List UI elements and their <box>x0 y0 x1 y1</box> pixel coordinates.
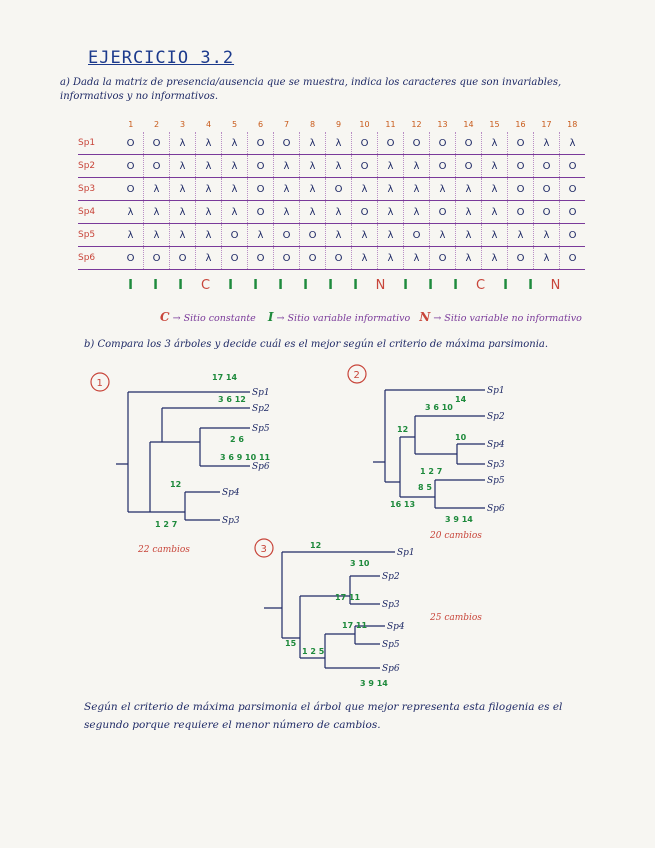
tree-3-changes: 25 cambios <box>430 613 482 623</box>
presence-absence-matrix <box>78 116 585 270</box>
matrix-cell: λ <box>456 224 482 247</box>
matrix-cell: O <box>534 201 560 224</box>
matrix-row <box>78 155 585 178</box>
tree-3-marks: 17 11 <box>335 593 361 602</box>
tree-1-sp5: Sp5 <box>252 424 270 434</box>
matrix-cell: λ <box>300 178 326 201</box>
matrix-cell: λ <box>300 155 326 178</box>
matrix-cell: O <box>222 224 248 247</box>
site-class: I <box>128 278 133 293</box>
column-header: 13 <box>437 119 448 129</box>
matrix-cell: λ <box>300 201 326 224</box>
tree-1-marks: 2 6 <box>230 435 244 444</box>
matrix-cell: O <box>118 247 144 270</box>
column-header: 6 <box>257 119 264 129</box>
matrix-cell: O <box>352 201 378 224</box>
part-a-question: a) Dada la matriz de presencia/ausencia que se muestra, indica los caracteres que son invariables, informativos y no informativos. <box>60 77 562 102</box>
matrix-cell: λ <box>404 201 430 224</box>
legend <box>160 310 582 324</box>
matrix-cell: O <box>300 247 326 270</box>
tree-2-sp3: Sp3 <box>487 460 505 470</box>
matrix-cell: O <box>404 224 430 247</box>
site-class: I <box>453 278 458 293</box>
species-label: Sp6 <box>78 247 118 270</box>
matrix-cell: λ <box>482 201 508 224</box>
matrix-cell: λ <box>196 201 222 224</box>
matrix-cell: O <box>378 132 404 155</box>
tree-1-sp3: Sp3 <box>222 516 240 526</box>
matrix-cell: O <box>352 132 378 155</box>
matrix-cell: O <box>248 201 274 224</box>
matrix-cell: λ <box>482 155 508 178</box>
site-class: I <box>353 278 358 293</box>
site-class: I <box>528 278 533 293</box>
tree-2-sp5: Sp5 <box>487 476 505 486</box>
site-class: I <box>253 278 258 293</box>
matrix-cell: O <box>404 132 430 155</box>
matrix-cell: O <box>248 247 274 270</box>
tree-1-marks: 3 6 12 <box>218 395 246 404</box>
matrix-cell: O <box>508 201 534 224</box>
matrix-cell: O <box>430 201 456 224</box>
tree-3-marks: 17 11 <box>342 621 368 630</box>
matrix-cell: O <box>274 247 300 270</box>
tree-2-sp1: Sp1 <box>487 386 505 396</box>
tree-3-sp5: Sp5 <box>382 640 400 650</box>
tree-1 <box>80 362 300 562</box>
species-label: Sp4 <box>78 201 118 224</box>
matrix-cell: λ <box>144 178 170 201</box>
matrix-cell: λ <box>456 201 482 224</box>
matrix-cell: λ <box>378 178 404 201</box>
matrix-cell: λ <box>456 178 482 201</box>
site-class: I <box>328 278 333 293</box>
matrix-cell: O <box>144 155 170 178</box>
matrix-cell: λ <box>482 224 508 247</box>
tree-1-marks: 1 2 7 <box>155 520 178 529</box>
tree-1-sp1: Sp1 <box>252 388 270 398</box>
tree-1-sp4: Sp4 <box>222 488 240 498</box>
site-classification-row <box>118 278 568 293</box>
legend-i-text: → Sitio variable informativo <box>276 313 411 324</box>
legend-c-text: → Sitio constante <box>172 313 256 324</box>
matrix-cell: λ <box>144 201 170 224</box>
site-class: I <box>403 278 408 293</box>
matrix-row <box>78 201 585 224</box>
matrix-cell: O <box>534 155 560 178</box>
matrix-cell: λ <box>560 132 586 155</box>
tree-1-marks: 12 <box>170 480 182 489</box>
column-header: 3 <box>179 119 186 129</box>
matrix-cell: λ <box>118 201 144 224</box>
matrix-cell: λ <box>482 132 508 155</box>
matrix-cell: λ <box>196 178 222 201</box>
matrix-cell: O <box>248 132 274 155</box>
site-class: I <box>228 278 233 293</box>
tree-2-marks: 16 13 <box>390 500 416 509</box>
matrix-cell: λ <box>534 132 560 155</box>
matrix-cell: O <box>534 178 560 201</box>
matrix-cell: O <box>560 155 586 178</box>
tree-1-sp6: Sp6 <box>252 462 270 472</box>
matrix-cell: O <box>560 224 586 247</box>
matrix-cell: λ <box>378 247 404 270</box>
matrix-cell: λ <box>482 178 508 201</box>
tree-2-sp2: Sp2 <box>487 412 505 422</box>
matrix-cell: O <box>118 155 144 178</box>
matrix-cell: O <box>274 224 300 247</box>
matrix-row <box>78 224 585 247</box>
tree-3-marks: 1 2 5 <box>302 647 325 656</box>
tree-1-sp2: Sp2 <box>252 404 270 414</box>
matrix-corner <box>78 116 118 132</box>
matrix-cell: λ <box>378 201 404 224</box>
matrix-cell: O <box>118 132 144 155</box>
matrix-cell: λ <box>196 132 222 155</box>
matrix-cell: λ <box>118 224 144 247</box>
column-header: 2 <box>153 119 160 129</box>
tree-3-marks: 12 <box>310 541 322 550</box>
matrix-cell: O <box>508 178 534 201</box>
matrix-row <box>78 132 585 155</box>
tree-3-sp1: Sp1 <box>397 548 415 558</box>
matrix-cell: O <box>144 132 170 155</box>
matrix-cell: λ <box>170 132 196 155</box>
column-header: 17 <box>541 119 552 129</box>
species-label: Sp2 <box>78 155 118 178</box>
tree-2-changes: 20 cambios <box>430 531 482 541</box>
column-header: 10 <box>359 119 370 129</box>
legend-c-key: C <box>160 310 170 324</box>
matrix-cell: O <box>326 178 352 201</box>
site-class: N <box>550 278 561 293</box>
tree-2-sp6: Sp6 <box>487 504 505 514</box>
matrix-cell: O <box>300 224 326 247</box>
matrix-cell: λ <box>352 224 378 247</box>
tree-3-sp3: Sp3 <box>382 600 400 610</box>
matrix-cell: λ <box>430 178 456 201</box>
matrix-cell: λ <box>326 155 352 178</box>
tree-3-sp2: Sp2 <box>382 572 400 582</box>
column-header: 16 <box>515 119 526 129</box>
matrix-cell: λ <box>534 224 560 247</box>
species-label: Sp1 <box>78 132 118 155</box>
matrix-cell: O <box>560 201 586 224</box>
matrix-cell: λ <box>404 178 430 201</box>
tree-2-marks: 3 9 14 <box>445 515 473 524</box>
column-header: 4 <box>205 119 212 129</box>
column-header: 5 <box>231 119 238 129</box>
matrix-cell: λ <box>170 155 196 178</box>
matrix-cell: λ <box>144 224 170 247</box>
tree-1-marks: 3 6 9 10 11 <box>220 453 271 462</box>
tree-3-marks: 15 <box>285 639 297 648</box>
site-class: C <box>475 278 486 293</box>
matrix-cell: λ <box>326 224 352 247</box>
matrix-cell: O <box>430 247 456 270</box>
tree-2-marks: 14 <box>455 395 467 404</box>
matrix-cell: O <box>508 247 534 270</box>
species-label: Sp3 <box>78 178 118 201</box>
exercise-title: EJERCICIO 3.2 <box>88 48 235 68</box>
matrix-cell: λ <box>274 178 300 201</box>
column-header: 14 <box>463 119 474 129</box>
matrix-cell: λ <box>222 155 248 178</box>
matrix-cell: λ <box>404 247 430 270</box>
tree-3-marks: 3 9 14 <box>360 679 388 688</box>
matrix-cell: λ <box>196 224 222 247</box>
matrix-cell: O <box>222 247 248 270</box>
column-header: 18 <box>567 119 578 129</box>
matrix-cell: O <box>456 155 482 178</box>
site-class: I <box>153 278 158 293</box>
matrix-cell: O <box>430 155 456 178</box>
conclusion-text: Según el criterio de máxima parsimonia el árbol que mejor representa esta filogenia es el segundo porque requiere el menor número de cambios. <box>84 701 563 731</box>
matrix-cell: λ <box>430 224 456 247</box>
matrix-cell: λ <box>326 201 352 224</box>
tree-2 <box>345 362 565 542</box>
matrix-cell: λ <box>508 224 534 247</box>
matrix-cell: λ <box>378 155 404 178</box>
tree-1-changes: 22 cambios <box>138 545 190 555</box>
tree-1-number: 1 <box>96 378 103 389</box>
matrix-cell: O <box>274 132 300 155</box>
matrix-cell: λ <box>274 201 300 224</box>
matrix-cell: λ <box>196 155 222 178</box>
matrix-cell: O <box>456 132 482 155</box>
matrix-cell: λ <box>222 132 248 155</box>
matrix-row <box>78 247 585 270</box>
matrix-row <box>78 178 585 201</box>
matrix-cell: λ <box>170 178 196 201</box>
column-header: 15 <box>489 119 500 129</box>
matrix-cell: λ <box>404 155 430 178</box>
matrix-cell: λ <box>352 178 378 201</box>
tree-3-number: 3 <box>260 544 267 555</box>
matrix-cell: O <box>170 247 196 270</box>
tree-2-marks: 8 5 <box>418 483 432 492</box>
matrix-cell: O <box>118 178 144 201</box>
matrix-cell: O <box>352 155 378 178</box>
matrix-cell: O <box>248 178 274 201</box>
legend-n-key: N <box>419 310 431 324</box>
site-class: I <box>278 278 283 293</box>
column-header: 8 <box>309 119 316 129</box>
legend-n-text: → Sitio variable no informativo <box>433 313 582 324</box>
tree-3-sp6: Sp6 <box>382 664 400 674</box>
matrix-cell: λ <box>248 224 274 247</box>
species-label: Sp5 <box>78 224 118 247</box>
tree-2-marks: 1 2 7 <box>420 467 443 476</box>
column-header: 9 <box>335 119 342 129</box>
matrix-cell: λ <box>534 247 560 270</box>
tree-3 <box>250 538 510 698</box>
matrix-cell: λ <box>300 132 326 155</box>
matrix-cell: O <box>560 247 586 270</box>
matrix-cell: O <box>430 132 456 155</box>
site-class: I <box>428 278 433 293</box>
matrix-cell: λ <box>222 178 248 201</box>
tree-3-branches <box>264 552 395 668</box>
matrix-cell: λ <box>378 224 404 247</box>
site-class: I <box>303 278 308 293</box>
tree-2-sp4: Sp4 <box>487 440 505 450</box>
site-class: N <box>375 278 386 293</box>
matrix-cell: λ <box>274 155 300 178</box>
matrix-cell: λ <box>482 247 508 270</box>
matrix-cell: O <box>508 132 534 155</box>
matrix-cell: λ <box>326 132 352 155</box>
matrix-cell: O <box>560 178 586 201</box>
matrix-cell: λ <box>170 224 196 247</box>
tree-1-marks: 17 14 <box>212 373 238 382</box>
matrix-cell: λ <box>456 247 482 270</box>
matrix-cell: λ <box>196 247 222 270</box>
tree-2-number: 2 <box>353 370 360 381</box>
column-header: 7 <box>283 119 290 129</box>
site-class: I <box>178 278 183 293</box>
tree-3-sp4: Sp4 <box>387 622 405 632</box>
part-b-question: b) Compara los 3 árboles y decide cuál es el mejor según el criterio de máxima parsimonia. <box>84 339 549 350</box>
legend-i-key: I <box>267 310 274 324</box>
matrix-cell: λ <box>352 247 378 270</box>
tree-2-marks: 12 <box>397 425 409 434</box>
column-header: 12 <box>411 119 422 129</box>
matrix-cell: O <box>144 247 170 270</box>
matrix-cell: λ <box>222 201 248 224</box>
matrix-cell: O <box>248 155 274 178</box>
tree-2-marks: 3 6 10 <box>425 403 453 412</box>
column-header: 11 <box>385 119 396 129</box>
matrix-cell: O <box>326 247 352 270</box>
tree-3-marks: 3 10 <box>350 559 370 568</box>
column-header: 1 <box>128 119 134 129</box>
site-class: I <box>503 278 508 293</box>
site-class: C <box>200 278 211 293</box>
matrix-cell: λ <box>170 201 196 224</box>
tree-2-marks: 10 <box>455 433 467 442</box>
matrix-cell: O <box>508 155 534 178</box>
